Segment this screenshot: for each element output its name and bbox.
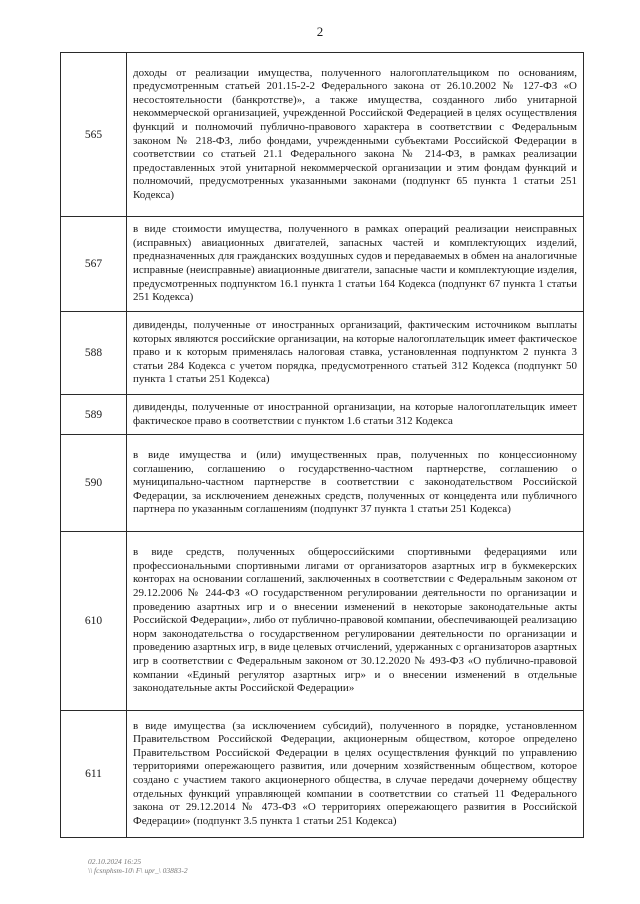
code-cell: 565	[61, 53, 127, 217]
table-row	[61, 711, 584, 838]
print-timestamp: 02.10.2024 16:25	[88, 857, 142, 866]
page-number: 2	[316, 24, 324, 39]
table-row	[61, 53, 584, 217]
description-cell: доходы от реализации имущества, полученного налогоплательщиком по основаниям, предусмотренным статьей 201.15-2-2 Федерального закона от 26.10.2002 № 127-ФЗ «О несостоятельности (банкротстве)», а также имущества, созданного либо унитарной некоммерческой организацией, учрежденной Российской Федерацией в целях осуществления функций и полномочий публично-правового характера в соответствии с Федеральным законом № 218-ФЗ, либо фондами, учрежденными субъектами Российской Федерации в соответствии со статьей 21.1 Федерального закона № 214-ФЗ, в рамках реализации предоставленных этой унитарной некоммерческой организации и этим фондам функций и полномочий, предусмотренных указанными законами (подпункт 65 пункта 1 статьи 251 Кодекса)	[127, 53, 584, 217]
print-footer	[88, 857, 188, 875]
code-cell: 590	[61, 435, 127, 532]
description-cell: в виде имущества и (или) имущественных прав, полученных по концессионному соглашению, соглашению о государственно-частном партнерстве, соглашению о муниципально-частном партнерстве в соответствии с законодательством Российской Федерации, за исключением денежных средств, полученных от концедента или публичного партнера по указанным соглашениям (подпункт 37 пункта 1 статьи 251 Кодекса)	[127, 435, 584, 532]
table-row	[61, 435, 584, 532]
code-cell: 589	[61, 395, 127, 435]
file-path: \\ fcsnphsm-10\ F\ upr_\ 03883-2	[88, 866, 188, 875]
income-codes-table	[60, 52, 584, 838]
description-cell: в виде имущества (за исключением субсидий), полученного в порядке, установленном Правительством Российской Федерации, акционерным обществом, которое определено Правительством Российской Федерации в целях осуществления функций по управлению территориями опережающего развития, или дочерним хозяйственным обществом, которое создано с участием такого акционерного общества, в случае передачи дочернему обществу отдельных функций управляющей компании в соответствии со статьей 11 Федерального закона от 29.12.2014 № 473-ФЗ «О территориях опережающего развития в Российской Федерации» (подпункт 3.5 пункта 1 статьи 251 Кодекса)	[127, 711, 584, 838]
description-cell: дивиденды, полученные от иностранных организаций, фактическим источником выплаты которых являются российские организации, на которые налогоплательщик имеет фактическое право и к которым применялась налоговая ставка, установленная подпунктом 2 пункта 3 статьи 284 Кодекса с учетом порядка, предусмотренного статьей 312 Кодекса (подпункт 50 пункта 1 статьи 251 Кодекса)	[127, 312, 584, 395]
code-cell: 567	[61, 217, 127, 312]
description-cell: дивиденды, полученные от иностранной организации, на которые налогоплательщик имеет фактическое право в соответствии с пунктом 1.6 статьи 312 Кодекса	[127, 395, 584, 435]
table-row	[61, 395, 584, 435]
description-cell: в виде стоимости имущества, полученного в рамках операций реализации неисправных (исправных) авиационных двигателей, запасных частей и комплектующих изделий, предназначенных для гражданских воздушных судов и передаваемых в обмен на аналогичные исправные (неисправные) авиационные двигатели, запасные части и комплектующие изделия, предусмотренных подпунктом 16.1 пункта 1 статьи 164 Кодекса (подпункт 67 пункта 1 статьи 251 Кодекса)	[127, 217, 584, 312]
code-cell: 588	[61, 312, 127, 395]
table-row	[61, 312, 584, 395]
code-cell: 610	[61, 532, 127, 711]
table-row	[61, 532, 584, 711]
description-cell: в виде средств, полученных общероссийскими спортивными федерациями или профессиональными спортивными лигами от организаторов азартных игр в букмекерских конторах на основании соглашений, заключенных в соответствии с Федеральным законом от 29.12.2006 № 244-ФЗ «О государственном регулировании деятельности по организации и проведению азартных игр и о внесении изменений в некоторые законодательные акты Российской Федерации», либо от публично-правовой компании, обеспечивающей реализацию норм законодательства о государственном регулировании деятельности по организации и проведению азартных игр, в виде целевых отчислений, удержанных с организаторов азартных игр в соответствии с Федеральным законом от 30.12.2020 № 493-ФЗ «О публично-правовой компании «Единый регулятор азартных игр» и о внесении изменений в отдельные законодательные акты Российской Федерации»	[127, 532, 584, 711]
code-cell: 611	[61, 711, 127, 838]
table-row	[61, 217, 584, 312]
